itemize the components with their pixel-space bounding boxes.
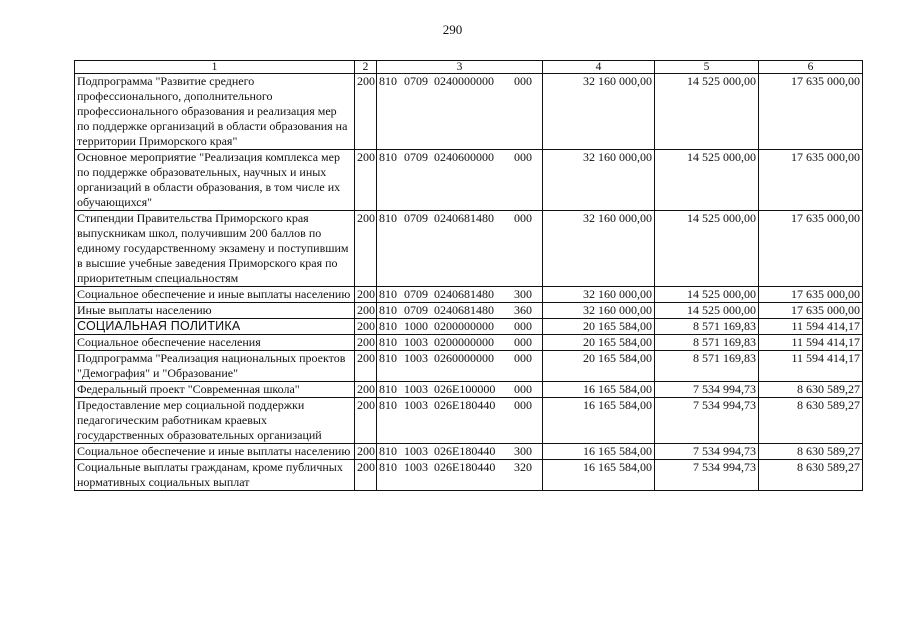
code-part: 000 (514, 74, 532, 88)
code-part: 810 (379, 382, 397, 396)
row-value-6: 17 635 000,00 (759, 74, 863, 150)
code-part: 810 (379, 444, 397, 458)
row-value-6: 8 630 589,27 (759, 444, 863, 460)
row-value-5: 8 571 169,83 (655, 319, 759, 335)
row-value-6: 17 635 000,00 (759, 150, 863, 211)
table-row (75, 74, 863, 150)
table-row (75, 211, 863, 287)
row-value-4: 20 165 584,00 (543, 319, 655, 335)
code-part: 810 (379, 303, 397, 317)
row-value-4: 20 165 584,00 (543, 351, 655, 382)
row-code (377, 335, 543, 351)
row-code (377, 150, 543, 211)
row-value-6: 17 635 000,00 (759, 303, 863, 319)
table-row (75, 351, 863, 382)
row-code (377, 303, 543, 319)
row-col2: 200 (355, 398, 377, 444)
code-part: 0709 (404, 303, 428, 317)
row-code (377, 382, 543, 398)
row-value-4: 32 160 000,00 (543, 74, 655, 150)
row-code (377, 287, 543, 303)
code-part: 810 (379, 211, 397, 225)
page-number: 290 (442, 22, 463, 37)
code-part: 0200000000 (434, 335, 494, 349)
row-col2: 200 (355, 211, 377, 287)
code-part: 026E180440 (434, 460, 496, 474)
row-value-6: 11 594 414,17 (759, 319, 863, 335)
row-value-6: 17 635 000,00 (759, 211, 863, 287)
row-value-4: 20 165 584,00 (543, 335, 655, 351)
row-name: Основное мероприятие "Реализация комплекса мер по поддержке образовательных, научных и иных организаций в области образования, в том числе их обучающихся" (75, 150, 355, 211)
row-col2: 200 (355, 460, 377, 491)
code-part: 0200000000 (434, 319, 494, 333)
row-value-4: 32 160 000,00 (543, 211, 655, 287)
code-part: 000 (514, 150, 532, 164)
row-name: СОЦИАЛЬНАЯ ПОЛИТИКА (75, 319, 355, 335)
table-row (75, 444, 863, 460)
code-part: 810 (379, 460, 397, 474)
row-value-6: 8 630 589,27 (759, 460, 863, 491)
code-part: 0709 (404, 150, 428, 164)
row-name: Стипендии Правительства Приморского края выпускникам школ, получившим 200 баллов по единому государственному экзамену и поступившим в высшие учебные заведения Приморского края по приоритетным специальностям (75, 211, 355, 287)
row-value-4: 32 160 000,00 (543, 287, 655, 303)
row-value-4: 16 165 584,00 (543, 382, 655, 398)
row-value-4: 16 165 584,00 (543, 460, 655, 491)
table-row (75, 335, 863, 351)
code-part: 1000 (404, 319, 428, 333)
code-part: 300 (514, 444, 532, 458)
column-header: 1 (75, 61, 355, 74)
row-code (377, 460, 543, 491)
code-part: 026E180440 (434, 444, 496, 458)
code-part: 1003 (404, 444, 428, 458)
row-value-4: 16 165 584,00 (543, 444, 655, 460)
code-part: 000 (514, 319, 532, 333)
code-part: 000 (514, 335, 532, 349)
table-header-row (75, 61, 863, 74)
code-part: 810 (379, 351, 397, 365)
code-part: 0240681480 (434, 287, 494, 301)
row-value-4: 32 160 000,00 (543, 150, 655, 211)
row-code (377, 398, 543, 444)
row-col2: 200 (355, 444, 377, 460)
code-part: 0240000000 (434, 74, 494, 88)
code-part: 0709 (404, 211, 428, 225)
table-row (75, 460, 863, 491)
code-part: 026E180440 (434, 398, 496, 412)
row-name: Социальное обеспечение и иные выплаты населению (75, 444, 355, 460)
row-col2: 200 (355, 74, 377, 150)
row-name: Социальное обеспечение и иные выплаты населению (75, 287, 355, 303)
code-part: 0240600000 (434, 150, 494, 164)
row-col2: 200 (355, 335, 377, 351)
row-code (377, 74, 543, 150)
code-part: 000 (514, 398, 532, 412)
code-part: 0240681480 (434, 303, 494, 317)
code-part: 300 (514, 287, 532, 301)
column-header: 5 (655, 61, 759, 74)
code-part: 0709 (404, 287, 428, 301)
code-part: 000 (514, 351, 532, 365)
row-name: Социальные выплаты гражданам, кроме публичных нормативных социальных выплат (75, 460, 355, 491)
code-part: 810 (379, 335, 397, 349)
row-col2: 200 (355, 303, 377, 319)
column-header: 4 (543, 61, 655, 74)
code-part: 1003 (404, 398, 428, 412)
code-part: 810 (379, 287, 397, 301)
row-value-5: 14 525 000,00 (655, 303, 759, 319)
code-part: 320 (514, 460, 532, 474)
row-name: Предоставление мер социальной поддержки педагогическим работникам краевых государственных образовательных организаций (75, 398, 355, 444)
row-name: Подпрограмма "Развитие среднего профессионального, дополнительного профессионального образования и реализация мер по поддержке организаций в области образования на территории Приморского края" (75, 74, 355, 150)
row-value-5: 7 534 994,73 (655, 444, 759, 460)
row-value-6: 17 635 000,00 (759, 287, 863, 303)
table-row (75, 398, 863, 444)
table-row (75, 303, 863, 319)
code-part: 0709 (404, 74, 428, 88)
code-part: 810 (379, 319, 397, 333)
code-part: 000 (514, 211, 532, 225)
row-col2: 200 (355, 150, 377, 211)
row-code (377, 444, 543, 460)
row-code (377, 319, 543, 335)
column-header: 6 (759, 61, 863, 74)
code-part: 810 (379, 150, 397, 164)
column-header: 3 (377, 61, 543, 74)
row-value-5: 14 525 000,00 (655, 211, 759, 287)
row-value-5: 14 525 000,00 (655, 287, 759, 303)
row-value-6: 8 630 589,27 (759, 382, 863, 398)
row-name: Иные выплаты населению (75, 303, 355, 319)
code-part: 810 (379, 74, 397, 88)
row-value-5: 8 571 169,83 (655, 335, 759, 351)
code-part: 000 (514, 382, 532, 396)
code-part: 1003 (404, 382, 428, 396)
code-part: 1003 (404, 460, 428, 474)
row-value-5: 8 571 169,83 (655, 351, 759, 382)
code-part: 360 (514, 303, 532, 317)
row-col2: 200 (355, 351, 377, 382)
row-value-5: 7 534 994,73 (655, 398, 759, 444)
row-code (377, 351, 543, 382)
column-header: 2 (355, 61, 377, 74)
code-part: 810 (379, 398, 397, 412)
table-row (75, 150, 863, 211)
row-value-6: 8 630 589,27 (759, 398, 863, 444)
row-value-4: 32 160 000,00 (543, 303, 655, 319)
row-value-4: 16 165 584,00 (543, 398, 655, 444)
row-col2: 200 (355, 382, 377, 398)
table-row (75, 319, 863, 335)
code-part: 1003 (404, 351, 428, 365)
row-value-5: 14 525 000,00 (655, 150, 759, 211)
code-part: 0240681480 (434, 211, 494, 225)
row-code (377, 211, 543, 287)
budget-table (74, 60, 863, 491)
row-name: Федеральный проект "Современная школа" (75, 382, 355, 398)
row-value-6: 11 594 414,17 (759, 351, 863, 382)
row-name: Социальное обеспечение населения (75, 335, 355, 351)
row-value-5: 7 534 994,73 (655, 460, 759, 491)
row-col2: 200 (355, 287, 377, 303)
row-name: Подпрограмма "Реализация национальных проектов "Демография" и "Образование" (75, 351, 355, 382)
code-part: 1003 (404, 335, 428, 349)
row-value-5: 14 525 000,00 (655, 74, 759, 150)
row-col2: 200 (355, 319, 377, 335)
table-row (75, 382, 863, 398)
table-row (75, 287, 863, 303)
code-part: 0260000000 (434, 351, 494, 365)
code-part: 026E100000 (434, 382, 496, 396)
row-value-6: 11 594 414,17 (759, 335, 863, 351)
row-value-5: 7 534 994,73 (655, 382, 759, 398)
